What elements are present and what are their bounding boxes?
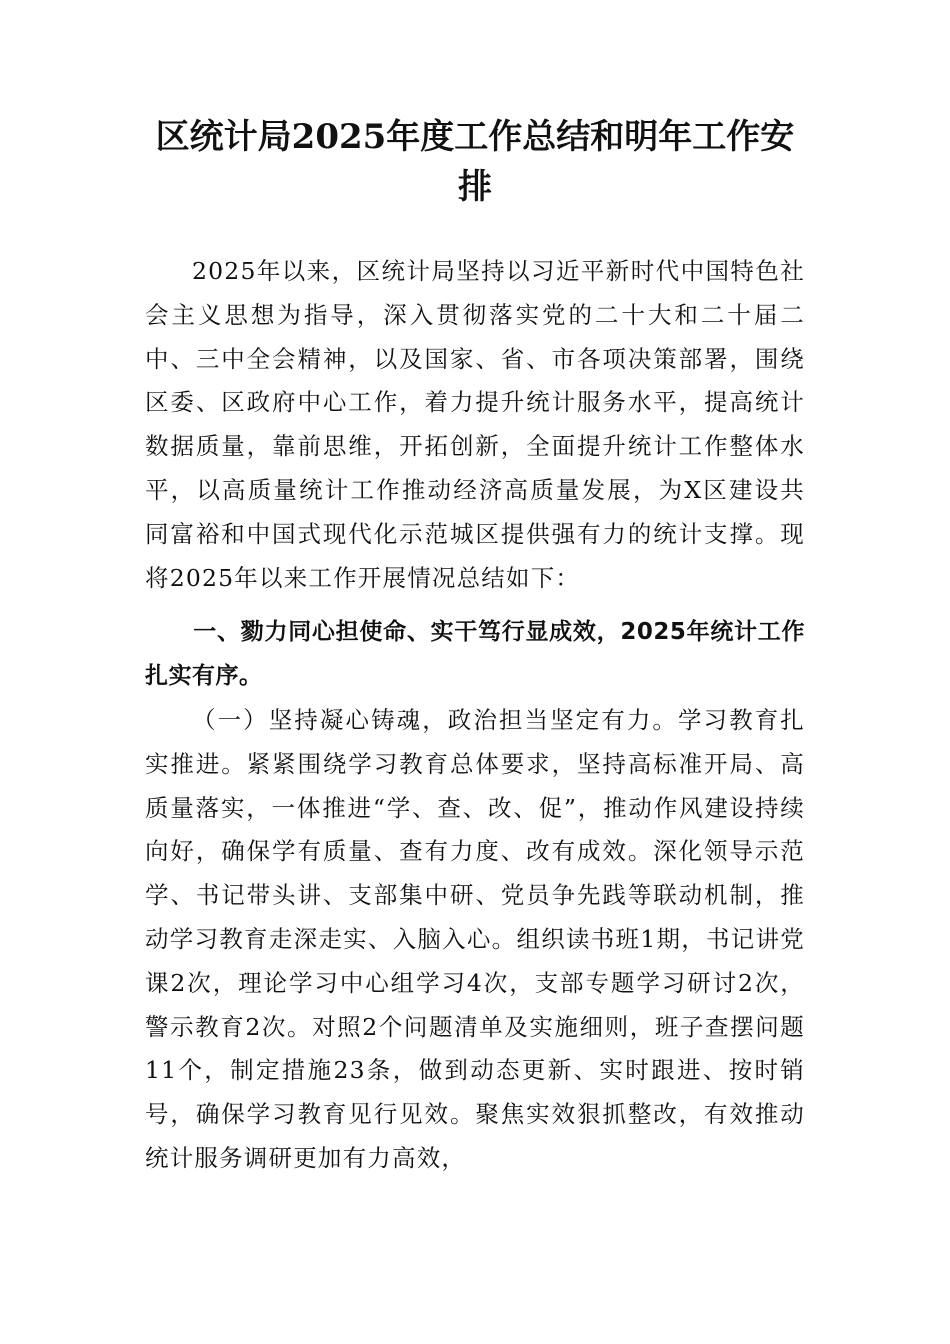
intro-paragraph: 2025年以来，区统计局坚持以习近平新时代中国特色社会主义思想为指导，深入贯彻落实党的二十大和二十届二中、三中全会精神，以及国家、省、市各项决策部署，围绕区委、区政府中心工作，着力提升统计服务水平，提高统计数据质量，靠前思维，开拓创新，全面提升统计工作整体水平，以高质量统计工作推动经济高质量发展，为X区建设共同富裕和中国式现代化示范城区提供强有力的统计支撑。现将2025年以来工作开展情况总结如下： [145,257,805,592]
document-title: 区统计局2025年度工作总结和明年工作安排 [155,117,795,207]
section-heading-1: 一、勠力同心担使命、实干笃行显成效，2025年统计工作扎实有序。 [145,619,805,689]
subsection-paragraph-1: （一）坚持凝心铸魂，政治担当坚定有力。学习教育扎实推进。紧紧围绕学习教育总体要求，坚持高标准开局、高质量落实，一体推进“学、查、改、促”，推动作风建设持续向好，确保学有质量、查有力度、改有成效。深化领导示范学、书记带头讲、支部集中研、党员争先践等联动机制，推动学习教育走深走实、入脑入心。组织读书班1期，书记讲党课2次，理论学习中心组学习4次，支部专题学习研讨2次，警示教育2次。对照2个问题清单及实施细则，班子查摆问题11个，制定措施23条，做到动态更新、实时跟进、按时销号，确保学习教育见行见效。聚焦实效狠抓整改，有效推动统计服务调研更加有力高效， [145,706,805,1172]
